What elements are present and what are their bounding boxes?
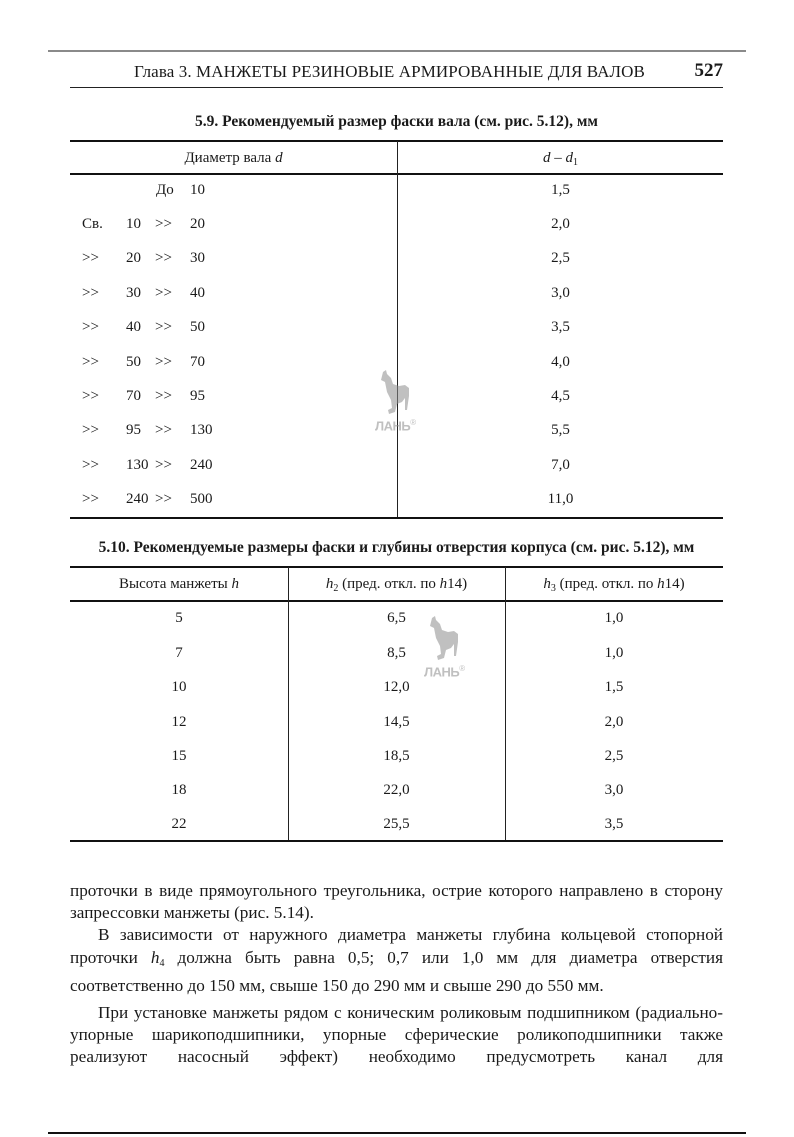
table-row: >> 240 >> 500 11,0 — [82, 491, 574, 507]
header-rule — [70, 87, 723, 88]
table-5-9-header-difference: d – $d_1$ — [543, 150, 578, 168]
paragraph-1: проточки в виде прямоугольного треугольника, острие которого направлено в сторону запрессовки манжеты (рис. 5.14). — [70, 881, 723, 923]
body-text — [70, 880, 723, 1069]
table-row: >> 130 >> 240 7,0 — [82, 457, 570, 473]
table-row: 18 22,0 3,0 — [171, 782, 624, 798]
deer-icon — [424, 616, 464, 666]
table-5-10-header-h3: $h_3$ (пред. откл. по h14) — [543, 576, 685, 594]
table-5-10-bottom-border — [70, 840, 723, 842]
watermark-lan: ЛАНЬ® — [369, 370, 429, 440]
table-row: >> 70 >> 95 4,5 — [82, 388, 570, 404]
table-row: До 10 1,5 — [156, 182, 570, 198]
table-5-9-bottom-border — [70, 517, 723, 519]
table-5-10-header-border — [70, 600, 723, 602]
running-header — [70, 60, 723, 88]
chapter-title: Глава 3. МАНЖЕТЫ РЕЗИНОВЫЕ АРМИРОВАННЫЕ ДЛЯ ВАЛОВ — [133, 62, 645, 81]
table-5-9-header-diameter: Диаметр вала d — [184, 150, 283, 166]
table-5-10-header-height: Высота манжеты h — [119, 576, 239, 592]
table-row: 22 25,5 3,5 — [171, 816, 624, 832]
table-5-10-header-h2: $h_2$ (пред. откл. по h14) — [325, 576, 468, 594]
table-row: >> 30 >> 40 3,0 — [82, 285, 570, 301]
paragraph-2: В зависимости от наружного диаметра манжеты глубина кольцевой стопорной проточки $h_4$ должна быть равна 0,5; 0,7 или 1,0 мм для диаметра отверстия соответственно до 150 мм, свыше 150 до 290 мм и свыше 290 до 550 мм. — [70, 925, 723, 995]
paragraph-3: При установке манжеты рядом с коническим роликовым подшипником (радиально-упорные шарикоподшипники, упорные сферические роликоподшипники также реализуют насосный эффект) необходимо предусмотреть канал для — [70, 1003, 723, 1067]
table-row: >> 20 >> 30 2,5 — [82, 250, 570, 266]
table-row: >> 95 >> 130 5,5 — [82, 422, 570, 438]
bottom-rule — [48, 1132, 746, 1134]
top-rule — [48, 50, 746, 52]
table-row: 10 12,0 1,5 — [171, 679, 624, 695]
table-row: >> 40 >> 50 3,5 — [82, 319, 570, 335]
page-number: 527 — [694, 60, 723, 81]
table-5-10-caption: 5.10. Рекомендуемые размеры фаски и глубины отверстия корпуса (см. рис. 5.12), мм — [98, 539, 695, 556]
table-row: 5 6,5 1,0 — [175, 610, 624, 626]
table-row: 15 18,5 2,5 — [171, 748, 624, 764]
table-row: 7 8,5 1,0 — [175, 645, 624, 661]
table-5-9-caption: 5.9. Рекомендуемый размер фаски вала (см. рис. 5.12), мм — [195, 113, 598, 130]
table-row: >> 50 >> 70 4,0 — [82, 354, 570, 370]
table-row: Св. 10 >> 20 2,0 — [82, 216, 570, 232]
deer-icon — [375, 370, 415, 420]
table-row: 12 14,5 2,0 — [171, 714, 624, 730]
watermark-lan: ЛАНЬ® — [418, 616, 478, 686]
